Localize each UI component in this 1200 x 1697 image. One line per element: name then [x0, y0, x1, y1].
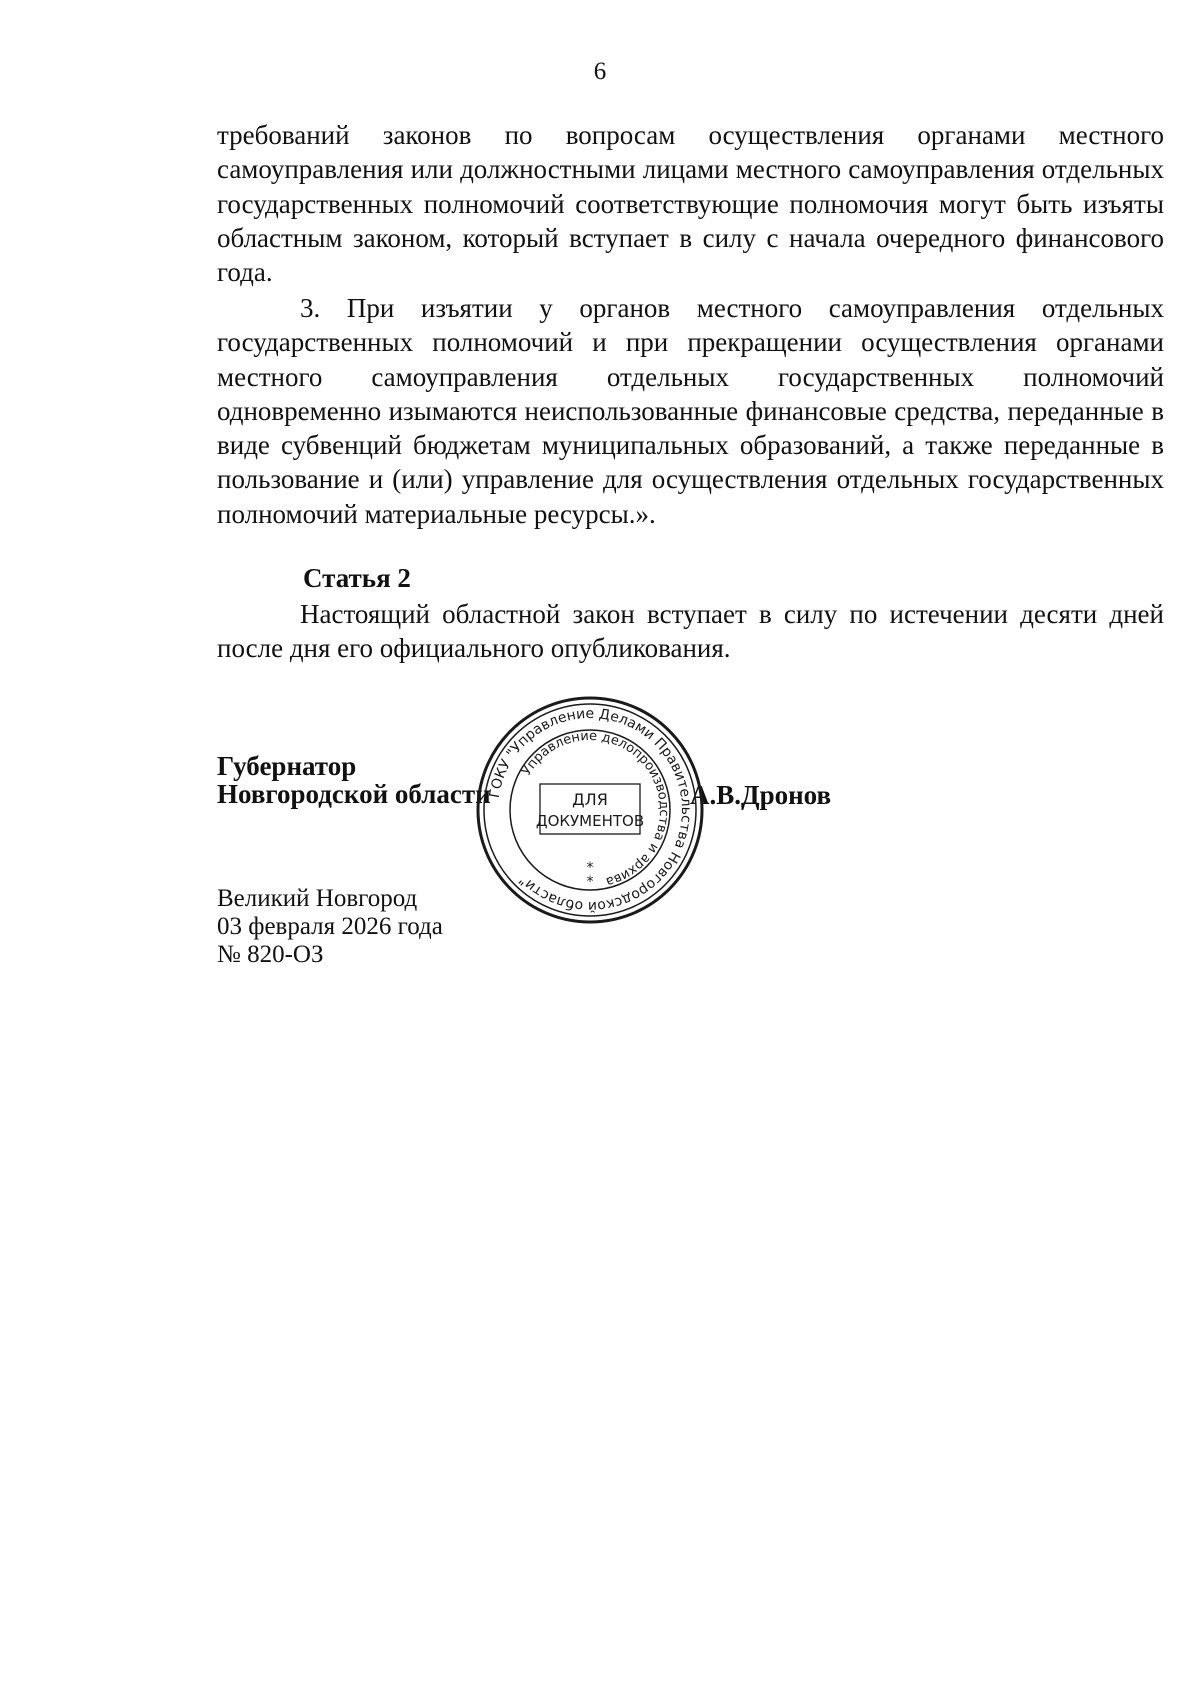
signature-title-line1: Губернатор [217, 751, 357, 781]
signatory-name: А.В.Дронов [690, 780, 832, 810]
paragraph-text: 3. При изъятии у органов местного самоуправления отдельных государственных полномочий и при прекращении осуществления органами местного самоуправления отдельных государственных полномочий одновременно изымаются неиспользованные финансовые средства, переданные в виде субвенций бюджетам муниципальных образований, а также переданные в пользование и (или) управление для осуществления отдельных государственных полномочий материальные ресурсы.». [217, 293, 1164, 529]
paragraph-text: требований законов по вопросам осуществления органами местного самоуправления или должностными лицами местного самоуправления отдельных государственных полномочий соответствующие полномочия могут быть изъяты областным законом, который вступает в силу с начала очередного финансового года. [217, 120, 1164, 288]
signature-title-line2: Новгородской области [217, 779, 491, 809]
footer-date: 03 февраля 2026 года [217, 913, 443, 940]
stamp-stars: * [586, 860, 594, 876]
document-footer [217, 885, 443, 969]
paragraph-text: Настоящий областной закон вступает в силу по истечении десяти дней после дня его официального опубликования. [217, 599, 1164, 664]
paragraph-continuation [217, 118, 1164, 289]
article-heading: Статья 2 [303, 563, 411, 593]
paragraph-item-3 [217, 291, 1164, 531]
page-number: 6 [593, 58, 607, 85]
footer-number: № 820-ОЗ [217, 941, 324, 968]
official-stamp [474, 694, 706, 926]
stamp-center-line2: ДОКУМЕНТОВ [535, 812, 645, 830]
stamp-outer-text: ГОКУ "Управление Делами Правительства Новгородской области" [486, 705, 695, 915]
stamp-inner-text: Управление делопроизводства и архива [519, 728, 672, 890]
stamp-center-line1: ДЛЯ [572, 790, 608, 809]
article-2-text [217, 597, 1164, 666]
stamp-stars: * [586, 874, 594, 890]
footer-city: Великий Новгород [217, 885, 418, 912]
signature-block [217, 752, 491, 808]
